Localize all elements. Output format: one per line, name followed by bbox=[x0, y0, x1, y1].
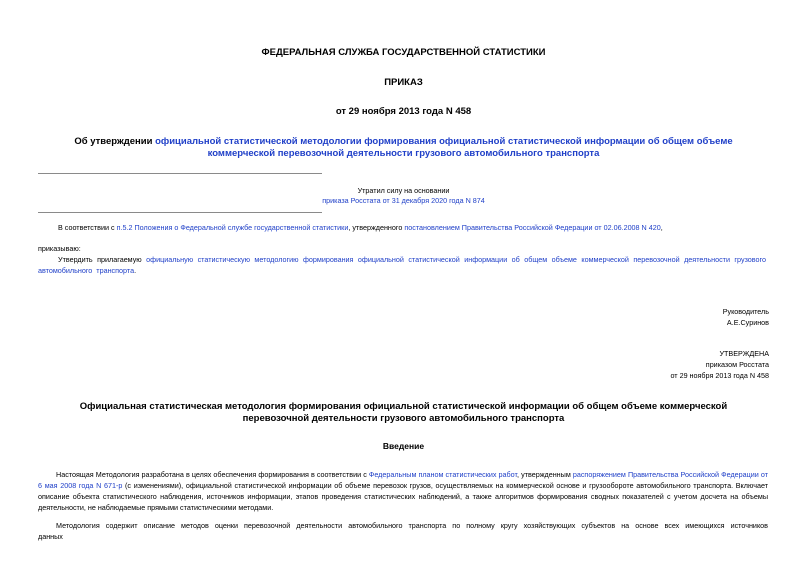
order-date: от 29 ноября 2013 года N 458 bbox=[335, 106, 472, 117]
intro-text-c: (с изменениями), официальной статистической информации об объеме перевозок грузов, осуществляемых на коммерческой основе и грузообороте автомобильного транспорта. Включает описание объекта статистического наблюдения, источников информации, этапов проведения статистических наблюдений, а также алгоритмов формирования сводных показателей с учетом досчета на объемы деятельности, не наблюдаемые прямыми статистическими методами. bbox=[38, 481, 768, 512]
divider-top bbox=[38, 173, 322, 174]
methodology-title: Официальная статистическая методология формирования официальной статистической информации об общем объеме коммерческой перевозочной деятельности грузового автомобильного транспорта bbox=[79, 401, 728, 424]
signature-name: А.Е.Суринов bbox=[726, 318, 769, 327]
approve-paragraph bbox=[38, 254, 766, 276]
order-word: приказываю: bbox=[38, 244, 81, 253]
order-title bbox=[60, 136, 747, 160]
approval-line-3: от 29 ноября 2013 года N 458 bbox=[670, 371, 769, 380]
government-order-link[interactable]: распоряжением Правительства Российской Федерации от 6 мая 2008 года N 671-р bbox=[38, 470, 769, 490]
approve-text-b: . bbox=[134, 266, 137, 275]
agency-name: ФЕДЕРАЛЬНАЯ СЛУЖБА ГОСУДАРСТВЕННОЙ СТАТИСТИКИ bbox=[261, 47, 546, 58]
intro-text-b: , утвержденным bbox=[517, 470, 573, 479]
signature-role: Руководитель bbox=[722, 307, 769, 316]
preamble-text-a: В соответствии с bbox=[58, 223, 117, 232]
government-decree-link[interactable]: постановлением Правительства Российской Федерации от 02.06.2008 N 420 bbox=[404, 223, 661, 232]
repeal-note: Утратил силу на основании bbox=[357, 186, 450, 195]
approval-line-2: приказом Росстата bbox=[705, 360, 769, 369]
intro-paragraph-1 bbox=[38, 469, 768, 513]
approve-text-a: Утвердить прилагаемую bbox=[58, 255, 147, 264]
approval-line-1: УТВЕРЖДЕНА bbox=[719, 349, 769, 358]
intro-paragraph-2: Методология содержит описание методов оценки перевозочной деятельности автомобильного транспорта по полному кругу хозяйствующих субъектов на основе всех имеющихся источников данных bbox=[38, 521, 768, 541]
preamble-paragraph bbox=[58, 222, 770, 233]
intro-heading: Введение bbox=[382, 441, 425, 451]
divider-bottom bbox=[38, 212, 322, 213]
document-type: ПРИКАЗ bbox=[384, 77, 423, 88]
repeal-order-link[interactable]: приказа Росстата от 31 декабря 2020 года N 874 bbox=[322, 196, 485, 205]
intro-text-a: Настоящая Методология разработана в целях обеспечения формирования в соответствии с bbox=[56, 470, 369, 479]
methodology-title-link[interactable]: официальной статистической методологии формирования официальной статистической информации об общем объеме коммерческой перевозочной деятельности грузового автомобильного транспорта bbox=[155, 136, 733, 159]
order-title-prefix: Об утверждении bbox=[74, 136, 156, 147]
approved-methodology-link[interactable]: официальную статистическую методологию формирования официальной статистической информации об общем объеме коммерческой перевозочной деятельности грузового автомобильного транспорта bbox=[38, 255, 766, 275]
federal-plan-link[interactable]: Федеральным планом статистических работ bbox=[368, 470, 518, 479]
preamble-text-b: , утвержденного bbox=[348, 223, 405, 232]
regulation-link[interactable]: п.5.2 Положения о Федеральной службе государственной статистики bbox=[116, 223, 349, 232]
preamble-text-c: , bbox=[660, 223, 663, 232]
